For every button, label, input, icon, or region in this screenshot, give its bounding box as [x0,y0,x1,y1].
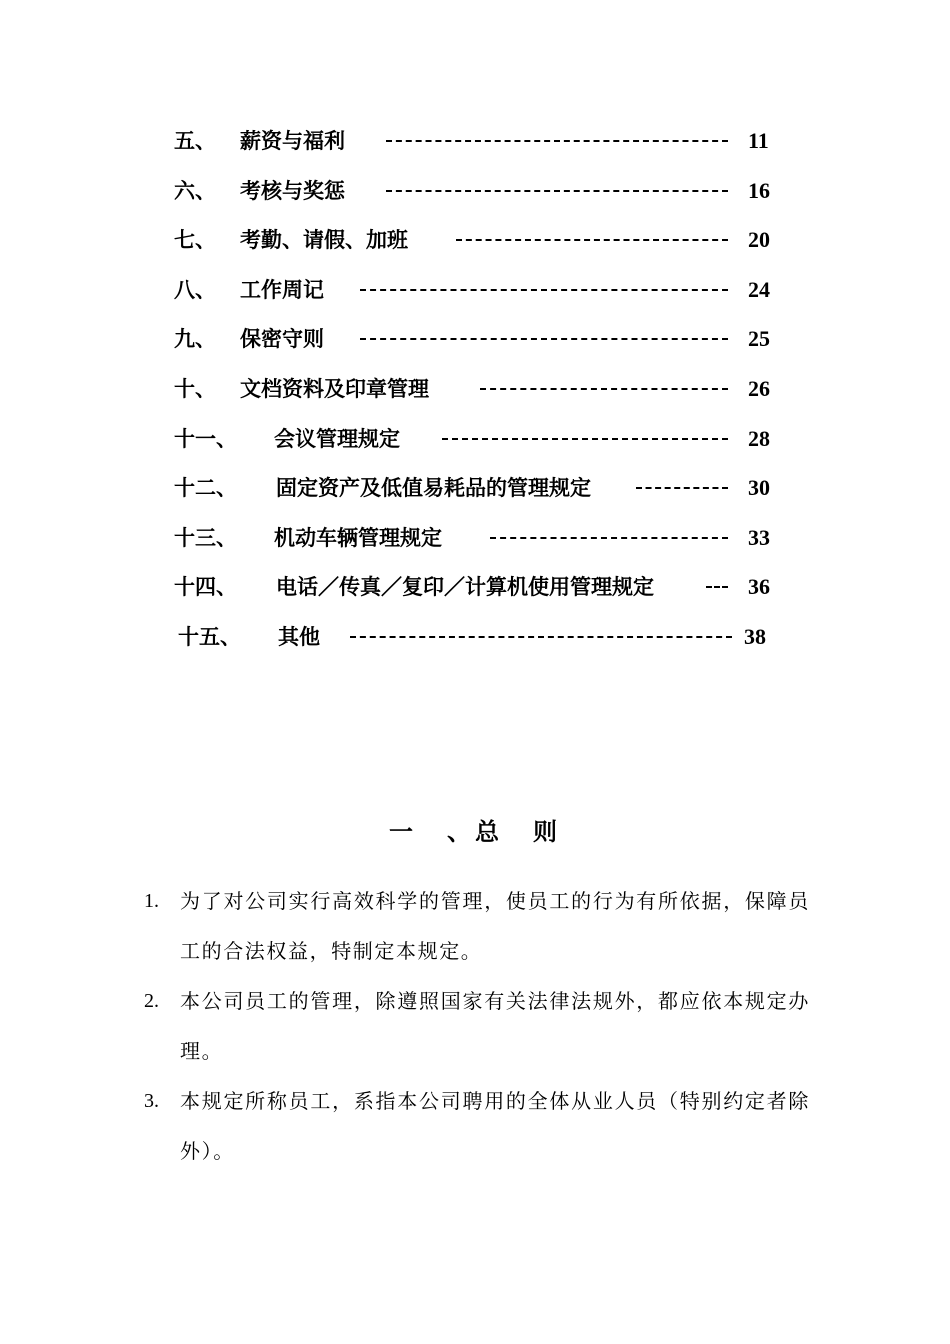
toc-number: 九、 [174,326,216,352]
toc-entry-14[interactable] [174,568,784,618]
toc-title: 电话／传真／复印／计算机使用管理规定 [276,574,654,600]
toc-number: 十四、 [174,574,237,600]
toc-number: 十五、 [178,623,241,649]
toc-entry-5[interactable] [174,122,784,172]
toc-page-number: 36 [748,574,770,600]
toc-page-number: 33 [748,524,770,550]
toc-title: 薪资与福利 [240,128,345,153]
toc-page-number: 25 [748,326,770,352]
paragraph-number: 3. [144,1090,159,1112]
toc-title: 考核与奖惩 [240,177,345,203]
toc-leader [442,438,728,440]
toc-leader [360,289,728,291]
paragraph-1 [144,876,810,976]
toc-page-number: 20 [748,227,770,253]
toc-entry-9[interactable] [174,320,784,370]
toc-leader [386,140,728,142]
toc-page-number: 38 [744,623,766,649]
section-title-end: 则 [533,817,561,846]
toc-leader [350,636,732,638]
toc-entry-7[interactable] [174,221,784,271]
toc-leader [706,586,728,588]
toc-entry-10[interactable] [174,370,784,420]
toc-title: 会议管理规定 [274,425,400,451]
toc-title: 工作周记 [240,276,324,302]
paragraph-3 [144,1076,810,1176]
toc-title: 固定资产及低值易耗品的管理规定 [276,475,591,501]
toc-page-number: 16 [748,177,770,203]
toc-leader [490,537,728,539]
toc-entry-6[interactable] [174,172,784,222]
toc-leader [456,239,728,241]
toc-number: 十一、 [174,425,237,451]
toc-number: 五、 [174,128,216,153]
toc-page-number: 24 [748,276,770,302]
toc-page-number: 11 [748,128,769,153]
toc-title: 机动车辆管理规定 [274,524,442,550]
section-title: 、总 [447,817,503,846]
toc-entry-12[interactable] [174,469,784,519]
toc-leader [480,388,728,390]
toc-leader [360,338,728,340]
paragraph-text: 本规定所称员工，系指本公司聘用的全体从业人员（特别约定者除外）。 [180,1089,810,1163]
toc-entry-15[interactable] [174,618,784,668]
toc-entry-13[interactable] [174,519,784,569]
toc-leader [636,487,728,489]
paragraph-text: 本公司员工的管理，除遵照国家有关法律法规外，都应依本规定办理。 [180,989,810,1063]
toc-page-number: 30 [748,475,770,501]
paragraph-number: 1. [144,890,159,912]
toc-number: 十、 [174,375,216,401]
toc-leader [386,190,728,192]
toc-page-number: 26 [748,375,770,401]
paragraph-number: 2. [144,990,159,1012]
toc-number: 十二、 [174,475,237,501]
toc-number: 十三、 [174,524,237,550]
toc-page-number: 28 [748,425,770,451]
toc-title: 其他 [278,623,320,649]
toc-title: 考勤、请假、加班 [240,227,408,253]
paragraph-text: 为了对公司实行高效科学的管理，使员工的行为有所依据，保障员工的合法权益，特制定本规定。 [180,889,810,963]
toc-title: 保密守则 [240,326,324,352]
toc-entry-8[interactable] [174,271,784,321]
toc-title: 文档资料及印章管理 [240,375,429,401]
toc-number: 八、 [174,276,216,302]
toc-entry-11[interactable] [174,420,784,470]
table-of-contents [174,122,784,668]
toc-number: 七、 [174,227,216,253]
section-heading [0,812,950,847]
paragraph-2 [144,976,810,1076]
toc-number: 六、 [174,177,216,203]
section-number: 一 [389,817,417,846]
